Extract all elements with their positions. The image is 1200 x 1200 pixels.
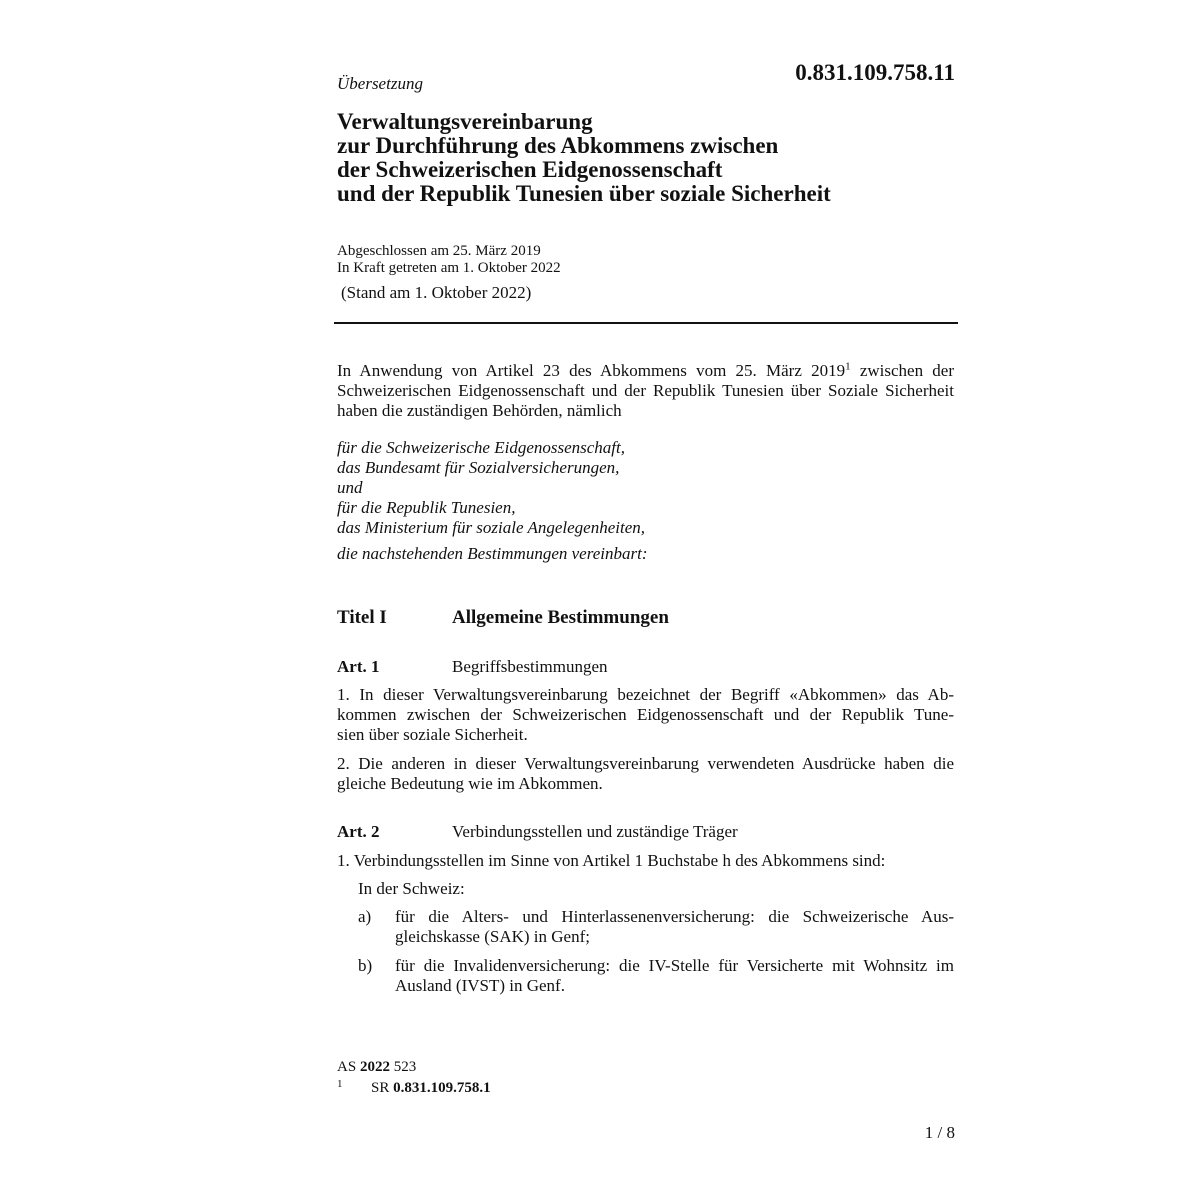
title-section-heading: Allgemeine Bestimmungen bbox=[452, 607, 669, 628]
list-marker: b) bbox=[358, 956, 373, 975]
title-line: zur Durchführung des Abkommens zwischen bbox=[337, 133, 779, 158]
page-number: 1 / 8 bbox=[924, 1123, 955, 1142]
article-2-label: Art. 2 bbox=[337, 822, 380, 841]
document-title bbox=[337, 110, 977, 206]
list-item-line: gleichskasse (SAK) in Genf; bbox=[395, 927, 590, 946]
party-line: und bbox=[337, 478, 363, 497]
party-line: für die Republik Tunesien, bbox=[337, 498, 516, 517]
article-1-paragraph-1-line: sien über soziale Sicherheit. bbox=[337, 725, 528, 744]
sr-number: 0.831.109.758.11 bbox=[795, 60, 955, 85]
list-item-line: Ausland (IVST) in Genf. bbox=[395, 976, 565, 995]
preamble-paragraph: In Anwendung von Artikel 23 des Abkommens vom 25. März 2019$^1$ zwischen der Schweizerischen Eidgenossenschaft und der Republik Tunesien über Soziale Sicherheit haben die zuständigen Behörden, nämlich bbox=[337, 360, 954, 420]
title-line: der Schweizerischen Eidgenossenschaft bbox=[337, 157, 723, 182]
article-1-paragraph-1-line: 1. In dieser Verwaltungsvereinbarung bezeichnet der Begriff «Abkommen» das Ab- bbox=[337, 685, 954, 704]
article-1-paragraph-2-line: 2. Die anderen in dieser Verwaltungsvereinbarung verwendeten Ausdrücke haben die bbox=[337, 754, 954, 773]
article-1-paragraph-1-line: kommen zwischen der Schweizerischen Eidgenossenschaft und der Republik Tune- bbox=[337, 705, 954, 724]
as-reference: AS 2022 523 bbox=[337, 1059, 417, 1075]
footnote-ref[interactable]: 1 bbox=[845, 360, 851, 373]
title-line: und der Republik Tunesien über soziale Sicherheit bbox=[337, 181, 831, 206]
article-1-paragraph-2-line: gleiche Bedeutung wie im Abkommen. bbox=[337, 774, 603, 793]
footnote-text: SR 0.831.109.758.1 bbox=[371, 1080, 491, 1096]
list-marker: a) bbox=[358, 907, 372, 926]
party-line: das Ministerium für soziale Angelegenheiten, bbox=[337, 518, 646, 537]
list-item-line: für die Invalidenversicherung: die IV-Stelle für Versicherte mit Wohnsitz im bbox=[395, 956, 954, 975]
concluded-date: Abgeschlossen am 25. März 2019 bbox=[337, 243, 541, 259]
in-force-date: In Kraft getreten am 1. Oktober 2022 bbox=[337, 260, 561, 276]
status-date: (Stand am 1. Oktober 2022) bbox=[341, 283, 532, 302]
list-item-line: für die Alters- und Hinterlassenenversicherung: die Schweizerische Aus- bbox=[395, 907, 954, 926]
preamble-closing: die nachstehenden Bestimmungen vereinbart: bbox=[337, 544, 648, 563]
party-line: für die Schweizerische Eidgenossenschaft, bbox=[337, 438, 626, 457]
article-2-heading: Verbindungsstellen und zuständige Träger bbox=[452, 822, 738, 841]
country-label: In der Schweiz: bbox=[358, 879, 465, 898]
footnote-number: 1 bbox=[337, 1078, 343, 1090]
article-1-label: Art. 1 bbox=[337, 657, 380, 676]
party-line: das Bundesamt für Sozialversicherungen, bbox=[337, 458, 620, 477]
header-divider bbox=[334, 322, 958, 324]
translation-label: Übersetzung bbox=[337, 74, 423, 93]
title-line: Verwaltungsvereinbarung bbox=[337, 109, 593, 134]
article-1-heading: Begriffsbestimmungen bbox=[452, 657, 608, 676]
article-2-paragraph-1: 1. Verbindungsstellen im Sinne von Artikel 1 Buchstabe h des Abkommens sind: bbox=[337, 851, 886, 870]
title-section-label: Titel I bbox=[337, 607, 387, 628]
